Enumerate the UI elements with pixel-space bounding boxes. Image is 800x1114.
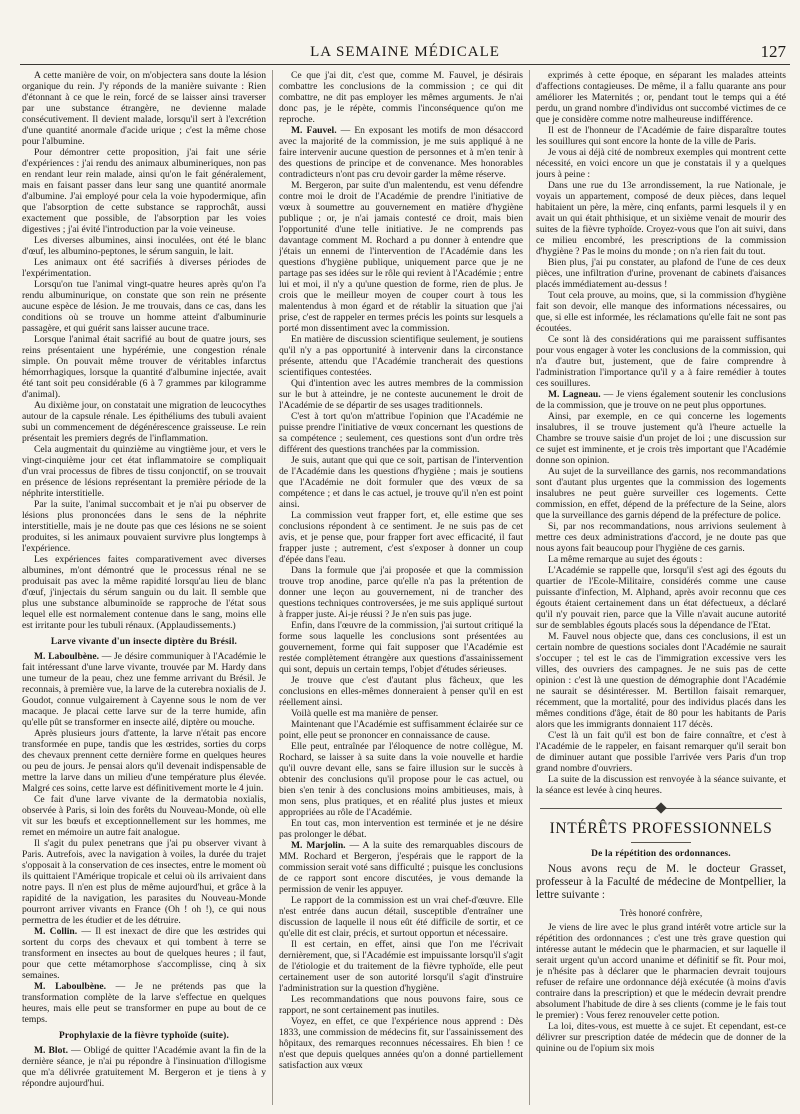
paragraph: L'Académie se rappelle que, lorsqu'il s'est agi des égouts du quartier de l'Ecole-Militaire, considérés comme une cause puissante d'infection, M. Alphand, après avoir reconnu que ces égouts étaient certainement dans un état défectueux, a déclaré qu'il n'y pouvait rien, parce que la Ville n'avait aucune autorité sur de semblables égouts placés sous la dépendance de l'Etat. — [536, 565, 786, 631]
paragraph — [22, 981, 266, 1025]
paragraph: La loi, dites-vous, est muette à ce sujet. Et cependant, est-ce délivrer sur prescription datée de médecin que de donner de la quinine ou de l'opium six mois — [536, 1021, 786, 1054]
paragraph: Lorsque l'animal était sacrifié au bout de quatre jours, ses reins présentaient une hypérémie, une congestion rénale simple. On pouvait même trouver de véritables infarctus hémorrhagiques, lorsque la quantité d'albumine injectée, avait été tant soit peu considérable (6 à 7 grammes par kilogramme d'animal). — [22, 334, 266, 400]
paragraph: A cette manière de voir, on m'objectera sans doute la lésion organique du rein. J'y réponds de la manière suivante : Rien d'étonnant à ce que le rein, forcé de se laisser ainsi traverser par une substance étrangère, ne devienne malade consécutivement. Il devient malade, lorsqu'il sert à l'excrétion d'une quantité anormale d'acide urique ; c'est la même chose pour l'albumine. — [22, 70, 266, 147]
paragraph: Par la suite, l'animal succombait et je n'ai pu observer de lésions plus prononcées dans le sens de la néphrite interstitielle, mais je ne doute pas que ces lésions ne se soient produites, si les animaux pouvaient survivre plus longtemps à l'expérience. — [22, 499, 266, 554]
speaker-name: M. Laboulbène. — [34, 651, 100, 662]
paragraph: Il est de l'honneur de l'Académie de faire disparaître toutes les souillures qui sont encore la honte de la ville de Paris. — [536, 125, 786, 147]
page-header — [20, 40, 790, 64]
subheading: Larve vivante d'un insecte diptère du Brésil. — [50, 637, 238, 647]
speech: — Il est inexact de dire que les œstrides qui sortent du corps des chevaux et qui tombent à terre se transforment en insectes au bout de quelques heures ; il faut, pour que cette métamorphose s'accomplisse, cinq à six semaines. — [22, 926, 266, 981]
paragraph: C'est là un fait qu'il est bon de faire connaître, et c'est à l'Académie de le rappeler, en faisant remarquer qu'il serait bon de diminuer autant que possible l'arrivée vers Paris d'un trop grand nombre d'ouvriers. — [536, 730, 786, 774]
diamond-ornament-icon — [655, 802, 666, 813]
paragraph: Pour démontrer cette proposition, j'ai fait une série d'expériences : j'ai rendu des animaux albumineriques, non pas en rendant leur rein malade, ainsi qu'on le fait généralement, mais en faisant passer dans leur sang une quantité anormale d'albumine. J'ai employé pour cela la voie hypodermique, afin que l'absorption de cette substance se rapprochât, aussi exactement que possible, de l'absorption par les voies digestives ; j'ai évité l'introduction par la voie veineuse. — [22, 147, 266, 235]
paragraph — [22, 926, 266, 981]
paragraph: Au sujet de la surveillance des garnis, nos recommandations sont d'autant plus urgentes que la commission des logements insalubres ne peut guère surveiller ces logements. Cette commission, en effet, dépend de la préfecture de la Seine, alors que la surveillance des garnis dépend de la préfecture de police. — [536, 466, 786, 521]
paragraph: Ce que j'ai dit, c'est que, comme M. Fauvel, je désirais combattre les conclusions de la commission ; ce qui dit combattre, ne dit pas employer les mêmes arguments. Je n'ai donc pas, je le répète, commis l'inconséquence qu'on me reproche. — [279, 70, 523, 125]
paragraph: Si, par nos recommandations, nous arrivions seulement à mettre ces deux administrations d'accord, je ne doute pas que nous ayons fait beaucoup pour l'hygiène de ces garnis. — [536, 521, 786, 554]
speech: — Je ne prétends pas que la transformation complète de la larve s'effectue en quelques heures, mais elle peut se transformer en pupe au bout de ce temps. — [22, 981, 266, 1025]
paragraph: Je vous ai déjà cité de nombreux exemples qui montrent cette nécessité, en voici encore un que je constatais il y a quelques jours à peine : — [536, 147, 786, 180]
journal-title: LA SEMAINE MÉDICALE — [310, 44, 500, 60]
intro-paragraph: Nous avons reçu de M. le docteur Grasset, professeur à la Faculté de médecine de Montpellier, la lettre suivante : — [536, 863, 786, 901]
paragraph: Après plusieurs jours d'attente, la larve n'était pas encore transformée en pupe, tandis que les œstrides, sorties du corps des chevaux prennent cette dernière forme en quelques heures ou peu de jours. Je pensai alors qu'il devenait indispensable de mettre la larve dans un milieu d'une température plus élevée. Malgré ces soins, cette larve est définitivement morte le 4 juin. — [22, 728, 266, 794]
speaker-name: M. Collin. — [34, 926, 78, 937]
paragraph: Dans une rue du 13e arrondissement, la rue Nationale, je voyais un appartement, composé de deux pièces, dans lequel habitaient un père, la mère, cinq enfants, parmi lesquels il y en avait un qui était phthisique, et un sixième venait de mourir des suites de la fièvre typhoïde. Croyez-vous que l'on ait suivi, dans ce milieu encombré, les prescriptions de la commission d'hygiène ? Pas le moins du monde ; on n'a rien fait du tout. — [536, 180, 786, 257]
column-2 — [279, 70, 523, 1105]
paragraph: En tout cas, mon intervention est terminée et je ne désire pas prolonger le débat. — [279, 818, 523, 840]
paragraph: Il s'agit du pulex penetrans que j'ai pu observer vivant à Paris. Autrefois, avec la navigation à voiles, la durée du trajet s'opposait à la conservation de ces insectes, entre le moment où ils quittaient l'Amérique tropicale et celui où ils arrivaient dans notre pays. Il n'en est plus de même aujourd'hui, et grâce à la rapidité de la navigation, les parasites du Nouveau-Monde pourront arriver vivants en France (Oh ! oh !), ce qui nous permettra de les étudier et de les détruire. — [22, 838, 266, 926]
paragraph — [279, 125, 523, 180]
paragraph: Les animaux ont été sacrifiés à diverses périodes de l'expérimentation. — [22, 257, 266, 279]
speech: — Je viens également soutenir les conclusions de la commission, que je trouve on ne peut plus opportunes. — [536, 389, 786, 411]
paragraph: Les recommandations que nous pouvons faire, sous ce rapport, ne sont certainement pas inutiles. — [279, 994, 523, 1016]
speech: — A la suite des remarquables discours de MM. Rochard et Bergeron, j'espérais que le rapport de la commission serait voté sans difficulté ; puisque les conclusions de ce rapport sont encore discutées, je vous demande la permission de venir les appuyer. — [279, 840, 523, 895]
paragraph: La même remarque au sujet des égouts : — [548, 554, 703, 565]
speaker-name: M. Lagneau. — [548, 389, 601, 400]
subheading: De la répétition des ordonnances. — [591, 849, 731, 859]
paragraph: Au dixième jour, on constatait une migration de leucocythes autour de la capsule rénale. Les épithéliums des tubuli avaient subi un commencement de dégénérescence graisseuse. Le rein présentait les premiers degrés de l'inflammation. — [22, 400, 266, 444]
page-number: 127 — [760, 42, 786, 61]
paragraph: Les diverses albumines, ainsi inoculées, ont été le blanc d'œuf, les albumino-peptones, le sérum sanguin, le lait. — [22, 235, 266, 257]
paragraph: La commission veut frapper fort, et, elle estime que ses conclusions répondent à ce sentiment. Je ne suis pas de cet avis, et je pense que, pour frapper fort avec efficacité, il faut frapper juste ; autrement, c'est s'exposer à donner un coup d'épée dans l'eau. — [279, 510, 523, 565]
paragraph: Bien plus, j'ai pu constater, au plafond de l'une de ces deux pièces, une infiltration d'urine, provenant de cabinets d'aisances placés immédiatement au-dessus ! — [536, 257, 786, 290]
short-rule — [631, 842, 691, 843]
paragraph: Qui d'intention avec les autres membres de la commission sur le but à atteindre, je ne conteste aucunement le droit de l'Académie de se départir de ses usages traditionnels. — [279, 378, 523, 411]
speech: — Obligé de quitter l'Académie avant la fin de la dernière séance, je n'ai pu répondre à l'insinuation d'illogisme que m'a délivrée gratuitement M. Bergeron et je tiens à y répondre aujourd'hui. — [22, 1045, 266, 1089]
salutation: Très honoré confrère, — [619, 908, 703, 919]
paragraph: La suite de la discussion est renvoyée à la séance suivante, et la séance est levée à cinq heures. — [536, 774, 786, 796]
paragraph: Tout cela prouve, au moins, que, si la commission d'hygiène fait son devoir, elle manque des informations nécessaires, ou que, si elle est informée, les réclamations qu'elle fait ne sont pas écoutées. — [536, 290, 786, 334]
paragraph: exprimés à cette époque, en séparant les malades atteints d'affections contagieuses. De même, il a fallu quarante ans pour améliorer les Maternités ; or, pendant tout le temps qui a été perdu, un grand nombre d'individus ont succombé victimes de ce que je considère comme notre malheureuse indifférence. — [536, 70, 786, 125]
column-divider — [272, 70, 273, 1105]
speech: — Je désire communiquer à l'Académie le fait intéressant d'une larve vivante, trouvée par M. Hardy dans une tumeur de la peau, chez une femme arrivant du Brésil. Je reconnais, à première vue, la larve de la cuterebra noxialis de J. Goudot, connue vulgairement à Cayenne sous le nom de ver macaque. Je placai cette larve sur de la terre humide, afin qu'elle pût se transformer en insecte ailé, diptère ou mouche. — [22, 651, 266, 728]
paragraph: Ce fait d'une larve vivante de la dermatobia noxialis, observée à Paris, si loin des forêts du Nouveau-Monde, où elle vit sur les bœufs et exceptionnellement sur les hommes, me remet en mémoire un autre fait analogue. — [22, 794, 266, 838]
paragraph: Dans la formule que j'ai proposée et que la commission trouve trop anodine, parce qu'elle n'a pas la prétention de donner une leçon au gouvernement, ni de trancher des questions techniques controversées, je me suis appliqué surtout à frapper juste. Ai-je réussi ? Je n'en suis pas juge. — [279, 565, 523, 620]
paragraph: Je suis, autant que qui que ce soit, partisan de l'intervention de l'Académie dans les questions d'hygiène ; mais je soutiens que l'Académie ne doit formuler que des vœux de sa compétence ; et dans le cas actuel, je trouve qu'il n'en est point ainsi. — [279, 455, 523, 510]
paragraph: Ainsi, par exemple, en ce qui concerne les logements insalubres, il se trouve justement qu'à l'heure actuelle la Chambre se trouve saisie d'un projet de loi ; une discussion sur ce sujet est imminente, et je crois très important que l'Académie donne son opinion. — [536, 411, 786, 466]
paragraph: Le rapport de la commission est un vrai chef-d'œuvre. Elle n'est entrée dans aucun détail, susceptible d'entraîner une discussion de laquelle il nous eût été difficile de sortir, et ce qu'elle dit est clair, précis, et surtout opportun et nécessaire. — [279, 895, 523, 939]
paragraph: C'est à tort qu'on m'attribue l'opinion que l'Académie ne puisse prendre l'initiative de vœux concernant les questions de sa compétence ; seulement, ces questions sont d'un ordre très différent des questions tranchées par la commission. — [279, 411, 523, 455]
section-title: INTÉRÊTS PROFESSIONNELS — [549, 820, 773, 837]
paragraph: Je trouve que c'est d'autant plus fâcheux, que les conclusions en elles-mêmes donneraient à penser qu'il en est réellement ainsi. — [279, 675, 523, 708]
speaker-name: M. Fauvel. — [291, 125, 337, 136]
paragraph: Lorsqu'on tue l'animal vingt-quatre heures après qu'on l'a rendu albuminurique, on constate que son rein ne présente aucune espèce de lésion. Je me trouvais, dans ce cas, dans les conditions où se trouve un homme atteint d'albuminurie passagère, et qui guérit sans laisser aucune trace. — [22, 279, 266, 334]
subheading: Prophylaxie de la fièvre typhoïde (suite). — [58, 1031, 230, 1041]
speech: — En exposant les motifs de mon désaccord avec la majorité de la commission, je me suis appliqué à ne faire intervenir aucune question de personnes et à m'en tenir à des questions de principe et de convenance. Mes honorables contradicteurs n'ont pas cru devoir garder la même réserve. — [279, 125, 523, 180]
speaker-name: M. Laboulbène. — [34, 981, 106, 992]
paragraph: M. Fauvel nous objecte que, dans ces conclusions, il est un certain nombre de questions sociales dont l'Académie ne saurait s'occuper ; tel est le cas de l'immigration excessive vers les villes, des ouvriers des campagnes. Je ne suis pas de cette opinion : c'est là une question de démographie dont l'Académie ne saurait se désintéresser. M. Bertillon faisait remarquer, récemment, que la mortalité, pour des individus placés dans les mêmes conditions d'âge, était de 80 pour les habitants de Paris alors que les immigrants donnaient 117 décès. — [536, 631, 786, 730]
paragraph: En matière de discussion scientifique seulement, je soutiens qu'il n'y a pas opportunité à intervenir dans la circonstance présente, attendu que l'Académie trancherait des questions scientifiques contestées. — [279, 334, 523, 378]
paragraph: Maintenant que l'Académie est suffisamment éclairée sur ce point, elle peut se prononcer en connaissance de cause. — [279, 719, 523, 741]
speaker-name: M. Marjolin. — [291, 840, 346, 851]
paragraph: Il est certain, en effet, ainsi que l'on me l'écrivait dernièrement, que, si l'Académie est impuissante lorsqu'il s'agit de l'étiologie et du traitement de la fièvre typhoïde, elle peut certainement user de son autorité lorsqu'il s'agit d'instruire l'administration sur la question d'hygiène. — [279, 939, 523, 994]
paragraph: Je viens de lire avec le plus grand intérêt votre article sur la répétition des ordonnances ; c'est une très grave question qui intéresse autant le médecin que le pharmacien, et sur laquelle il serait urgent qu'un accord unanime et définitif se fît. Pour moi, je n'hésite pas à déclarer que le pharmacien devrait toujours refuser de refaire une ordonnance déjà exécutée (à moins d'avis contraire dans la prescription) et que le médecin devrait prendre absolument l'habitude de dire à ses clients (comme je le fais tout le premier) : Vous ferez renouveler cette potion. — [536, 922, 786, 1021]
paragraph — [22, 651, 266, 728]
speaker-name: M. Blot. — [34, 1045, 68, 1056]
column-divider — [529, 70, 530, 1105]
section-divider — [540, 808, 782, 817]
paragraph: Ce sont là des considérations qui me paraissent suffisantes pour vous engager à voter les conclusions de la commission, qui n'a d'autre but, justement, que de faire comprendre à l'administration l'importance qu'il y a à faire remédier à toutes ces souillures. — [536, 334, 786, 389]
paragraph — [22, 1045, 266, 1089]
paragraph: Elle peut, entraînée par l'éloquence de notre collègue, M. Rochard, se laisser à sa suite dans la voie nouvelle et hardie qu'il ouvre devant elle, sans se faire illusion sur le succès à obtenir des conclusions qu'il propose pour le cas actuel, ou bien s'en tenir à des conclusions moins ambitieuses, mais, à mon sens, plus pratiques, et en réalité plus justes et mieux appropriées au rôle de l'Académie. — [279, 741, 523, 818]
paragraph: Les expériences faites comparativement avec diverses albumines, m'ont démontré que le processus rénal ne se produisait pas avec la même rapidité lorsqu'au lieu de blanc d'œuf, j'injectais du sérum sanguin ou du lait. Il semble que plus une substance albuminoïde se rapproche de l'état sous lequel elle est normalement contenue dans le sang, moins elle est irritante pour les tubuli rénaux. (Applaudissements.) — [22, 554, 266, 631]
header-rule — [20, 64, 790, 65]
column-3 — [536, 70, 786, 1105]
paragraph: M. Bergeron, par suite d'un malentendu, est venu défendre contre moi le droit de l'Académie de prendre l'initiative de vœux à soumettre au gouvernement en matière d'hygiène publique ; or, je n'ai jamais contesté ce droit, mais bien l'opportunité d'une telle initiative. Je ne comprends pas davantage comment M. Rochard a pu donner à entendre que j'étais un ennemi de l'intervention de l'Académie dans les questions d'hygiène publique, uniquement parce que je ne partage pas ses idées sur le rôle qui revient à l'Académie ; entre lui et moi, il n'y a qu'une question de forme, rien de plus. Je crois que le meilleur moyen de couper court à tous les malentendus à mon égard et de rétablir la situation que j'ai prise, c'est de rappeler en termes précis les points sur lesquels a porté mon dissentiment avec la commission. — [279, 180, 523, 334]
paragraph: Voilà quelle est ma manière de penser. — [291, 708, 439, 719]
column-1 — [22, 70, 266, 1105]
paragraph — [536, 389, 786, 411]
paragraph: Voyez, en effet, ce que l'expérience nous apprend : Dès 1833, une commission de médecins fit, sur l'assainissement des hôpitaux, des remarques reconnues nécessaires. Eh bien ! ce n'est que depuis quelques années qu'on a donné partiellement satisfaction aux vœux — [279, 1016, 523, 1071]
paragraph: Enfin, dans l'œuvre de la commission, j'ai surtout critiqué la forme sous laquelle les conclusions sont présentées au gouvernement, forme qui fait supposer que l'Académie est restée complètement étrangère aux questions d'assainissement qui sont, depuis un certain temps, l'objet d'études sérieuses. — [279, 620, 523, 675]
paragraph: Cela augmentait du quinzième au vingtième jour, et vers le vingt-cinquième jour cet état inflammatoire se compliquait d'un vrai processus de fibres de tissu conjonctif, on se trouvait en présence de lésions représentant la première période de la néphrite interstitielle. — [22, 444, 266, 499]
paragraph — [279, 840, 523, 895]
